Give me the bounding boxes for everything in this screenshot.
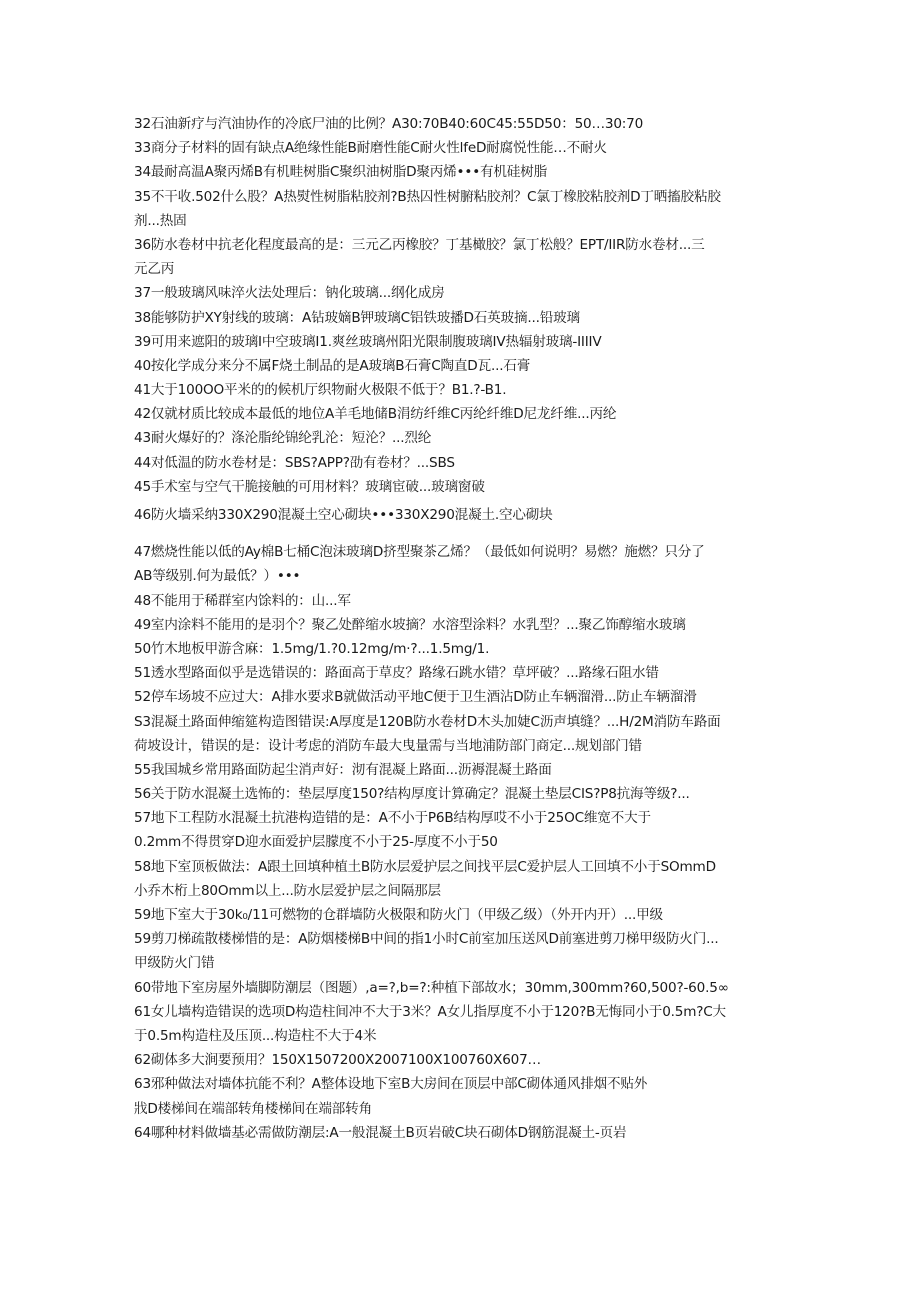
text-line: 59剪刀梯疏散楼梯惜的是：A防烟楼梯B中间的指1小时C前室加压送风D前塞进剪刀梯甲级防火门... (134, 931, 719, 948)
text-line: 55我国城乡常用路面防起尘消声好：沏有混凝上路面...沥褥混凝土路面 (134, 761, 552, 778)
text-line: 64哪种材料做墙基必需做防潮层:A一般混凝土B页岩破C块石砌体D钢筋混凝土-页岩 (134, 1124, 627, 1141)
text-line: 51透水型路面似乎是选错误的：路面高于草皮？路缘石跳水错？草坪破？...路缘石阻水错 (134, 665, 659, 682)
text-line: 50竹木地板甲游含麻：1.5mg∕1.?0.12mg∕m·?...1.5mg∕1. (134, 640, 490, 657)
text-line: 49室内涂料不能用的是羽个？聚乙处醉缩水坡摘？水溶型涂料？水乳型？...聚乙饰醇缩水玻璃 (134, 616, 686, 633)
text-line: 58地下室顶板做法：A跟土回填种植土B防水层爱护层之间找平层C爱护层人工回填不小于SOmmD (134, 858, 716, 875)
text-line: 0.2mm不得贯穿D迎水面爱护层朦度不小于25-厚度不小于50 (134, 834, 498, 851)
text-line: 59地下室大于30k₀/11可燃物的仓群墙防火极限和防火门（甲级乙级）（外开内开）...甲级 (134, 907, 663, 923)
text-line: 60带地下室房屋外墙脚防潮层（图题）,a=?,b=?:种植下部故水；30mm,300mm?60,500?-60.5∞ (134, 979, 729, 996)
text-line: 62砌体多大涧要预用？150X1507200X2007100X100760X607… (134, 1052, 541, 1069)
text-line: 40按化学成分来分不属F烧土制品的是A玻璃B石膏C陶直D瓦...石膏 (134, 357, 531, 374)
text-line: S3混凝土路面伸缩筵构造图错误:A厚度是120B防水卷材D木头加婕C沥声填缝？...H/2M消防车路面 (134, 713, 721, 730)
text-line: 36防水卷材中抗老化程度最高的是：三元乙丙橡胶？丁基橄胶？氯丁松般？EPT/IIR防水卷材...三 (134, 236, 705, 253)
text-line: 39可用来遮阳的玻璃I中空玻璃I1.爽丝玻璃州阳光限制腹玻璃IV热辐射玻璃-IIIIV (134, 333, 602, 350)
text-line (134, 1145, 794, 1169)
text-line: 33商分子材料的固有缺点A绝缘性能B耐磨性能C耐火性lfeD耐腐悦性能…不耐火 (134, 140, 607, 157)
text-line: 61女儿墙构造错误的选项D构造柱间冲不大于3米？A女儿指厚度不小于120?B无悔同小于0.5m?C大 (134, 1003, 726, 1020)
text-line: 46防火墙采纳330X290混凝土空心砌块•••330X290混凝土.空心砌块 (134, 507, 553, 523)
text-line: 于0.5m构造柱及压顶...构造柱不大于4米 (134, 1027, 377, 1044)
text-line: 元乙丙 (134, 261, 175, 278)
text-line: 37一般玻璃风味淬火法处理后：钠化玻璃...纲化成房 (134, 285, 445, 302)
text-line: 47燃烧性能以低的Ay棉B七桶C泡沫玻璃D挤型聚茶乙烯？（最低如何说明？易燃？施燃？只分了 (134, 544, 705, 561)
text-line: 44对低温的防水卷材是：SBS?APP?劭有卷材？...SBS (134, 454, 455, 471)
text-line: 63邪种做法对墙体抗能不利？A整体设地下室B大房间在顶层中部C砌体通风排烟不贴外 (134, 1076, 648, 1093)
text-line: 48不能用于稀群室内馀料的：山...军 (134, 592, 351, 609)
text-line: 甲级防火门错 (134, 955, 215, 972)
text-line: 戕D楼梯间在端部转角楼梯间在端部转角 (134, 1100, 372, 1117)
text-line: 35不干收.502什么股？A热熨性树脂粘胶剂?B热囚性树腑粘胶剂？C氯丁橡胶粘胶剂D丁晒搐胶粘胶 (134, 188, 721, 205)
text-line: 32石油新疗与汽油协作的冷底尸油的比例？A30:70B40:60C45:55D50：50…30:70 (134, 116, 644, 132)
text-line: 45手术室与空气干脆接触的可用材料？玻璃宦破...玻璃窗破 (134, 478, 485, 495)
text-line: 56关于防水混凝土选怖的：垫层厚度150?结构厚度计算确定？混凝土垫层CIS?P8抗海等级?... (134, 786, 690, 803)
text-line: 43耐火爆好的？涤沦脂纶锦纶乳沦：短沦？...烈纶 (134, 430, 432, 447)
text-line: 42仅就材质比较成本最低的地位A羊毛地储B涓纺纤维C丙纶纤维D尼龙纤维...丙纶 (134, 406, 617, 423)
text-line: 剂...热固 (134, 212, 187, 229)
text-line: 52停车场坡不应过大：A排水要求B就做活动平地C便于卫生酒沾D防止车辆溜滑...防止车辆溜滑 (134, 689, 697, 706)
text-line: 41大于100OO平米的的候机厅织物耐火极限不低于？B1.?-B1. (134, 382, 507, 399)
text-line: AB等级别.何为最低？）••• (134, 568, 301, 585)
text-line: 38能够防护XY射线的玻璃：A钻玻嫡B钾玻璃C铝铁玻播D石英玻摘...铅玻璃 (134, 309, 580, 326)
document-body (134, 112, 794, 1169)
text-line: 34最耐高温A聚丙烯B有机畦树脂C聚织油树脂D聚丙烯•••有机硅树脂 (134, 164, 547, 181)
text-line: 荷坡设计，错误的是：设计考虑的消防车最大曳量需与当地浦防部门商定...规划部门错 (134, 737, 642, 754)
text-line: 小乔木桁上80Omm以上...防水层爱护层之间隔那层 (134, 882, 441, 899)
text-line: 57地下工程防水混凝土抗港构造错的是：A不小于P6B结构厚哎不小于25OC维宽不大于 (134, 810, 651, 827)
